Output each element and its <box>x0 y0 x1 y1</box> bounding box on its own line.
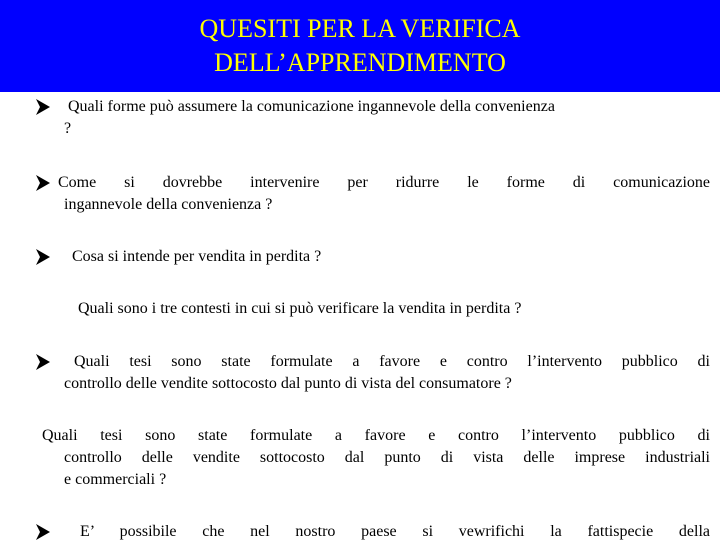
question-1-line-2: ? <box>64 120 72 137</box>
question-6-line-2: controllo delle vendite sottocosto dal punto di vista delle imprese industriali <box>64 449 710 466</box>
question-3 <box>36 246 710 268</box>
slide-title <box>0 12 720 80</box>
question-4-line-1: Quali sono i tre contesti in cui si può verificare la vendita in perdita ? <box>78 300 522 317</box>
arrowhead-right-icon <box>36 524 50 540</box>
title-line-2: DELL’APPRENDIMENTO <box>214 48 506 77</box>
title-line-1: QUESITI PER LA VERIFICA <box>199 14 521 43</box>
arrowhead-right-icon <box>36 249 50 265</box>
arrowhead-right-icon <box>36 175 50 191</box>
question-5-line-1: Quali tesi sono state formulate a favore e contro l’intervento pubblico di <box>74 353 710 370</box>
question-4 <box>78 298 708 320</box>
question-6-line-3: e commerciali ? <box>64 471 167 488</box>
question-1-line-1: Quali forme può assumere la comunicazione ingannevole della convenienza <box>68 98 555 115</box>
question-7-line-1: E’ possibile che nel nostro paese si vewrifichi la fattispecie della <box>80 523 710 540</box>
question-5 <box>36 351 710 395</box>
title-banner <box>0 0 720 92</box>
question-3-line-1: Cosa si intende per vendita in perdita ? <box>72 248 322 265</box>
question-2-line-2: ingannevole della convenienza ? <box>64 196 273 213</box>
question-6-line-1: Quali tesi sono state formulate a favore e contro l’intervento pubblico di <box>42 427 710 444</box>
question-2 <box>36 172 710 216</box>
arrowhead-right-icon <box>36 99 50 115</box>
question-1 <box>36 96 710 140</box>
question-2-line-1: Come si dovrebbe intervenire per ridurre le forme di comunicazione <box>58 174 710 191</box>
arrowhead-right-icon <box>36 354 50 370</box>
question-6 <box>42 425 710 491</box>
question-5-line-2: controllo delle vendite sottocosto dal punto di vista del consumatore ? <box>64 375 512 392</box>
